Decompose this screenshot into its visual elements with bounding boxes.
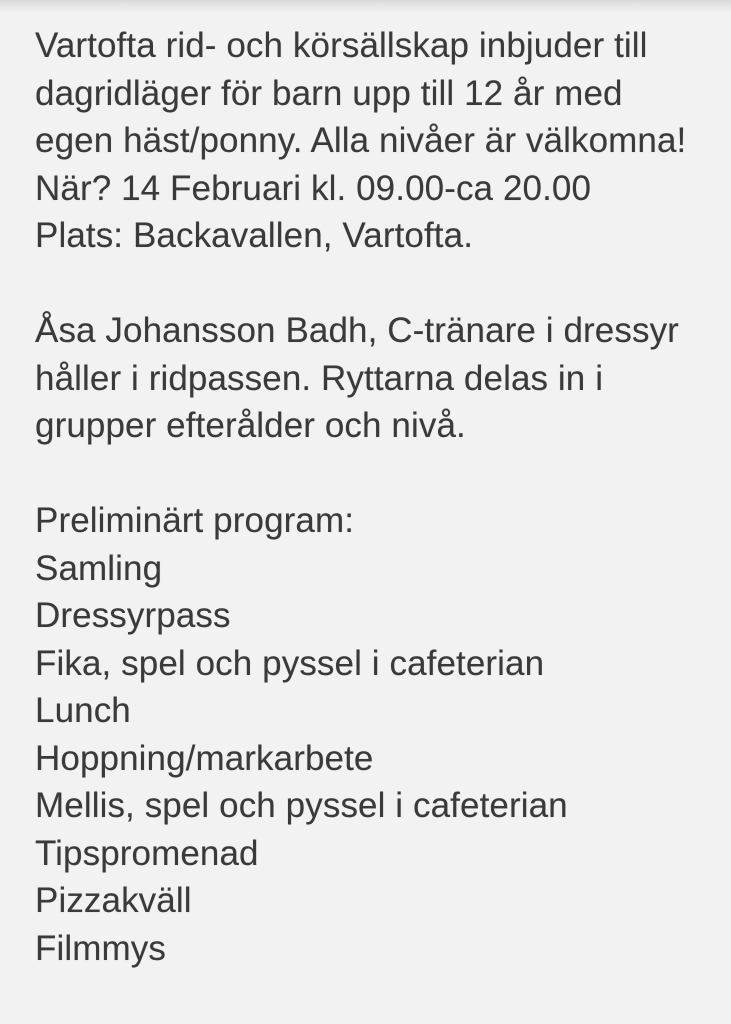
program-item: Dressyrpass — [35, 596, 231, 635]
program-item: Mellis, spel och pyssel i cafeterian — [35, 786, 568, 825]
program-item: Pizzakväll — [35, 881, 192, 920]
top-edge-shade — [0, 0, 731, 14]
paragraph-trainer — [35, 307, 703, 450]
where-line: Plats: Backavallen, Vartofta. — [35, 216, 474, 255]
intro-line: Vartofta rid- och körsällskap inbjuder till — [35, 26, 648, 65]
program-item: Fika, spel och pyssel i cafeterian — [35, 643, 545, 683]
paragraph-intro — [35, 22, 703, 260]
trainer-line: grupper efterålder och nivå. — [35, 406, 466, 445]
trainer-line: håller i ridpassen. Ryttarna delas in i — [35, 358, 604, 398]
paragraph-program — [35, 497, 703, 972]
intro-line: egen häst/ponny. Alla nivåer är välkomna! — [35, 121, 687, 160]
program-heading: Preliminärt program: — [35, 501, 355, 540]
trainer-line: Åsa Johansson Badh, C-tränare i dressyr — [35, 311, 679, 350]
program-item: Filmmys — [35, 928, 166, 968]
program-item: Lunch — [35, 691, 131, 730]
program-item: Samling — [35, 548, 163, 588]
program-item: Tipspromenad — [35, 833, 259, 873]
announcement-text — [35, 22, 703, 972]
when-line: När? 14 Februari kl. 09.00-ca 20.00 — [35, 168, 592, 208]
intro-line: dagridläger för barn upp till 12 år med — [35, 73, 623, 113]
program-item: Hoppning/markarbete — [35, 738, 374, 778]
